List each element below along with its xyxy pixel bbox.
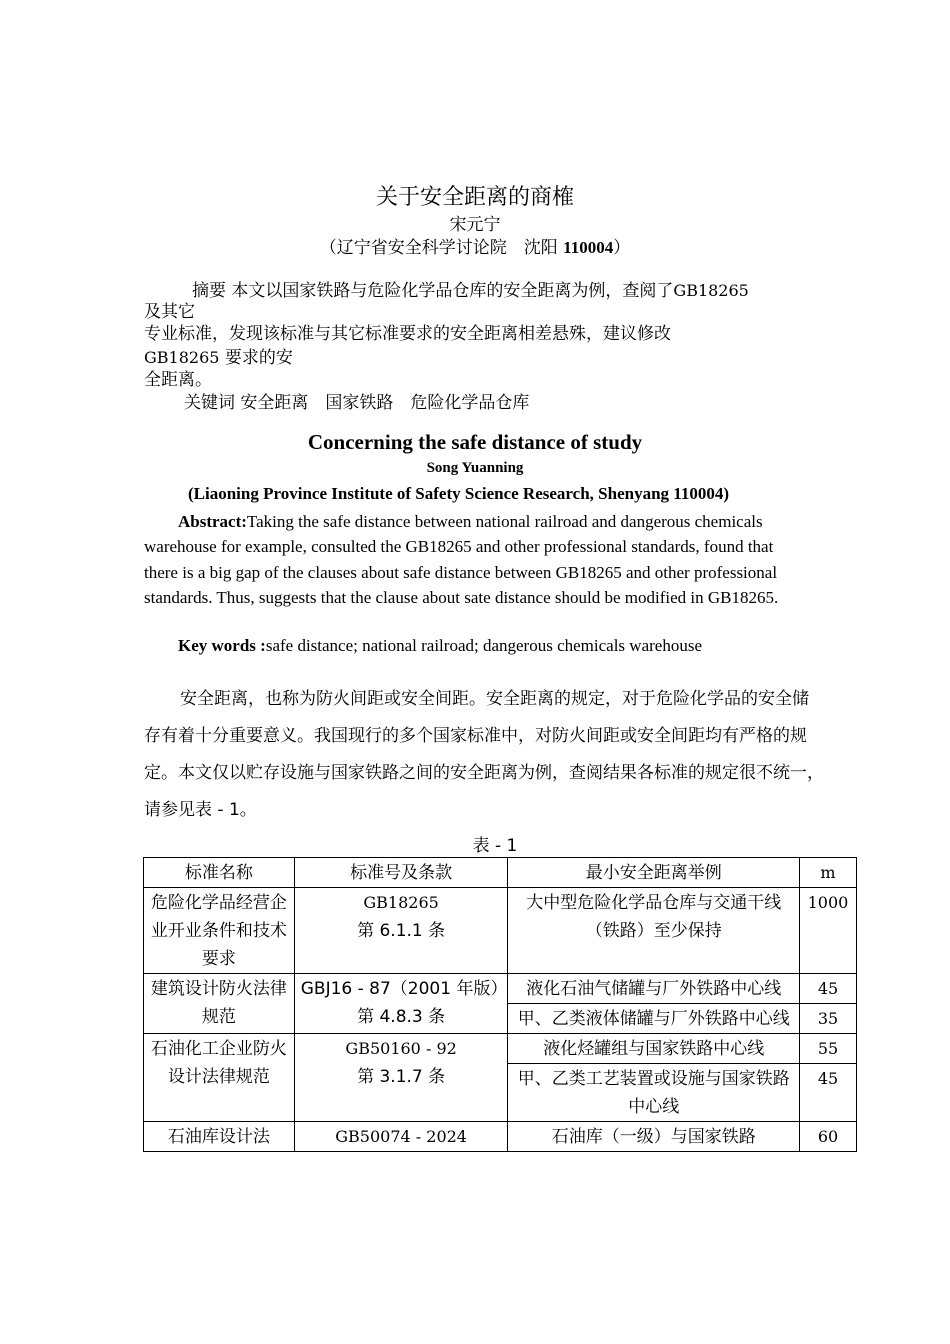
- cell-value: 45: [799, 1064, 856, 1122]
- cn-abstract-line-3: 专业标准，发现该标准与其它标准要求的安全距离相差悬殊，建议修改: [144, 324, 671, 344]
- cell-example: 液化烃罐组与国家铁路中心线: [508, 1034, 800, 1064]
- table-header-row: [144, 858, 857, 888]
- cn-keywords: 关键词 安全距离 国家铁路 危险化学品仓库: [184, 393, 530, 413]
- cell-value: 45: [799, 974, 856, 1004]
- cell-name: 危险化学品经营企业开业条件和技术要求: [144, 888, 295, 974]
- en-affiliation: (Liaoning Province Institute of Safety Science Research, Shenyang 110004): [188, 484, 729, 503]
- cell-example: 液化石油气储罐与厂外铁路中心线: [508, 974, 800, 1004]
- cell-example: 甲、乙类工艺装置或设施与国家铁路中心线: [508, 1064, 800, 1122]
- cell-name: 石油库设计法: [144, 1122, 295, 1152]
- en-author: Song Yuanning: [426, 460, 524, 476]
- cell-example: 甲、乙类液体储罐与厂外铁路中心线: [508, 1004, 800, 1034]
- cell-example: 石油库（一级）与国家铁路: [508, 1122, 800, 1152]
- cell-code: GB50074 - 2024: [294, 1122, 508, 1152]
- body-paragraph: 安全距离，也称为防火间距或安全间距。安全距离的规定，对于危险化学品的安全储存有着十分重要意义。我国现行的多个国家标准中，对防火间距或安全间距均有严格的规定。本文仅以贮存设施与国家铁路之间的安全距离为例，查阅结果各标准的规定很不统一，请参见表 - 1。: [144, 689, 824, 820]
- author-affiliation: （辽宁省安全科学讨论院 沈阳 110004）: [319, 238, 631, 258]
- cell-value: 60: [799, 1122, 856, 1152]
- cell-example: 大中型危险化学品仓库与交通干线（铁路）至少保持: [508, 888, 800, 974]
- standards-table: [143, 857, 857, 1152]
- cell-name: 石油化工企业防火设计法律规范: [144, 1034, 295, 1122]
- cn-abstract-line-1: 摘要 本文以国家铁路与危险化学品仓库的安全距离为例，查阅了GB18265: [192, 281, 749, 301]
- en-title: Concerning the safe distance of study: [307, 430, 643, 454]
- en-abstract: Abstract:Taking the safe distance between national railroad and dangerous chemicals warehouse for example, consulted the GB18265 and other professional standards, found that there is a big gap of the clauses about safe distance between GB18265 and other professional standards. Thus, suggests that the clause about sate distance should be modified in GB18265.: [144, 512, 779, 608]
- paper-title: 关于安全距离的商榷: [375, 185, 574, 210]
- cell-code: GB50160 - 92 第 3.1.7 条: [294, 1034, 508, 1122]
- cell-code: GB18265 第 6.1.1 条: [294, 888, 508, 974]
- table-row: [144, 888, 857, 974]
- header-min-distance: 最小安全距离举例: [508, 858, 800, 888]
- table-row: [144, 1034, 857, 1064]
- cn-abstract-line-5: 全距离。: [144, 370, 212, 390]
- table-caption: 表 - 1: [472, 836, 518, 856]
- cell-code: GBJ16 - 87（2001 年版） 第 4.8.3 条: [294, 974, 508, 1034]
- cn-abstract-line-4: GB18265 要求的安: [144, 348, 293, 368]
- cn-abstract-line-2: 及其它: [144, 302, 195, 322]
- author-name: 宋元宁: [449, 215, 501, 235]
- cell-value: 55: [799, 1034, 856, 1064]
- table-row: [144, 974, 857, 1004]
- header-unit: m: [799, 858, 856, 888]
- cell-name: 建筑设计防火法律规范: [144, 974, 295, 1034]
- cell-value: 1000: [799, 888, 856, 974]
- en-keywords: Key words :safe distance; national railroad; dangerous chemicals warehouse: [178, 636, 702, 655]
- cell-value: 35: [799, 1004, 856, 1034]
- table-row: [144, 1122, 857, 1152]
- header-standard-code: 标准号及条款: [294, 858, 508, 888]
- header-standard-name: 标准名称: [144, 858, 295, 888]
